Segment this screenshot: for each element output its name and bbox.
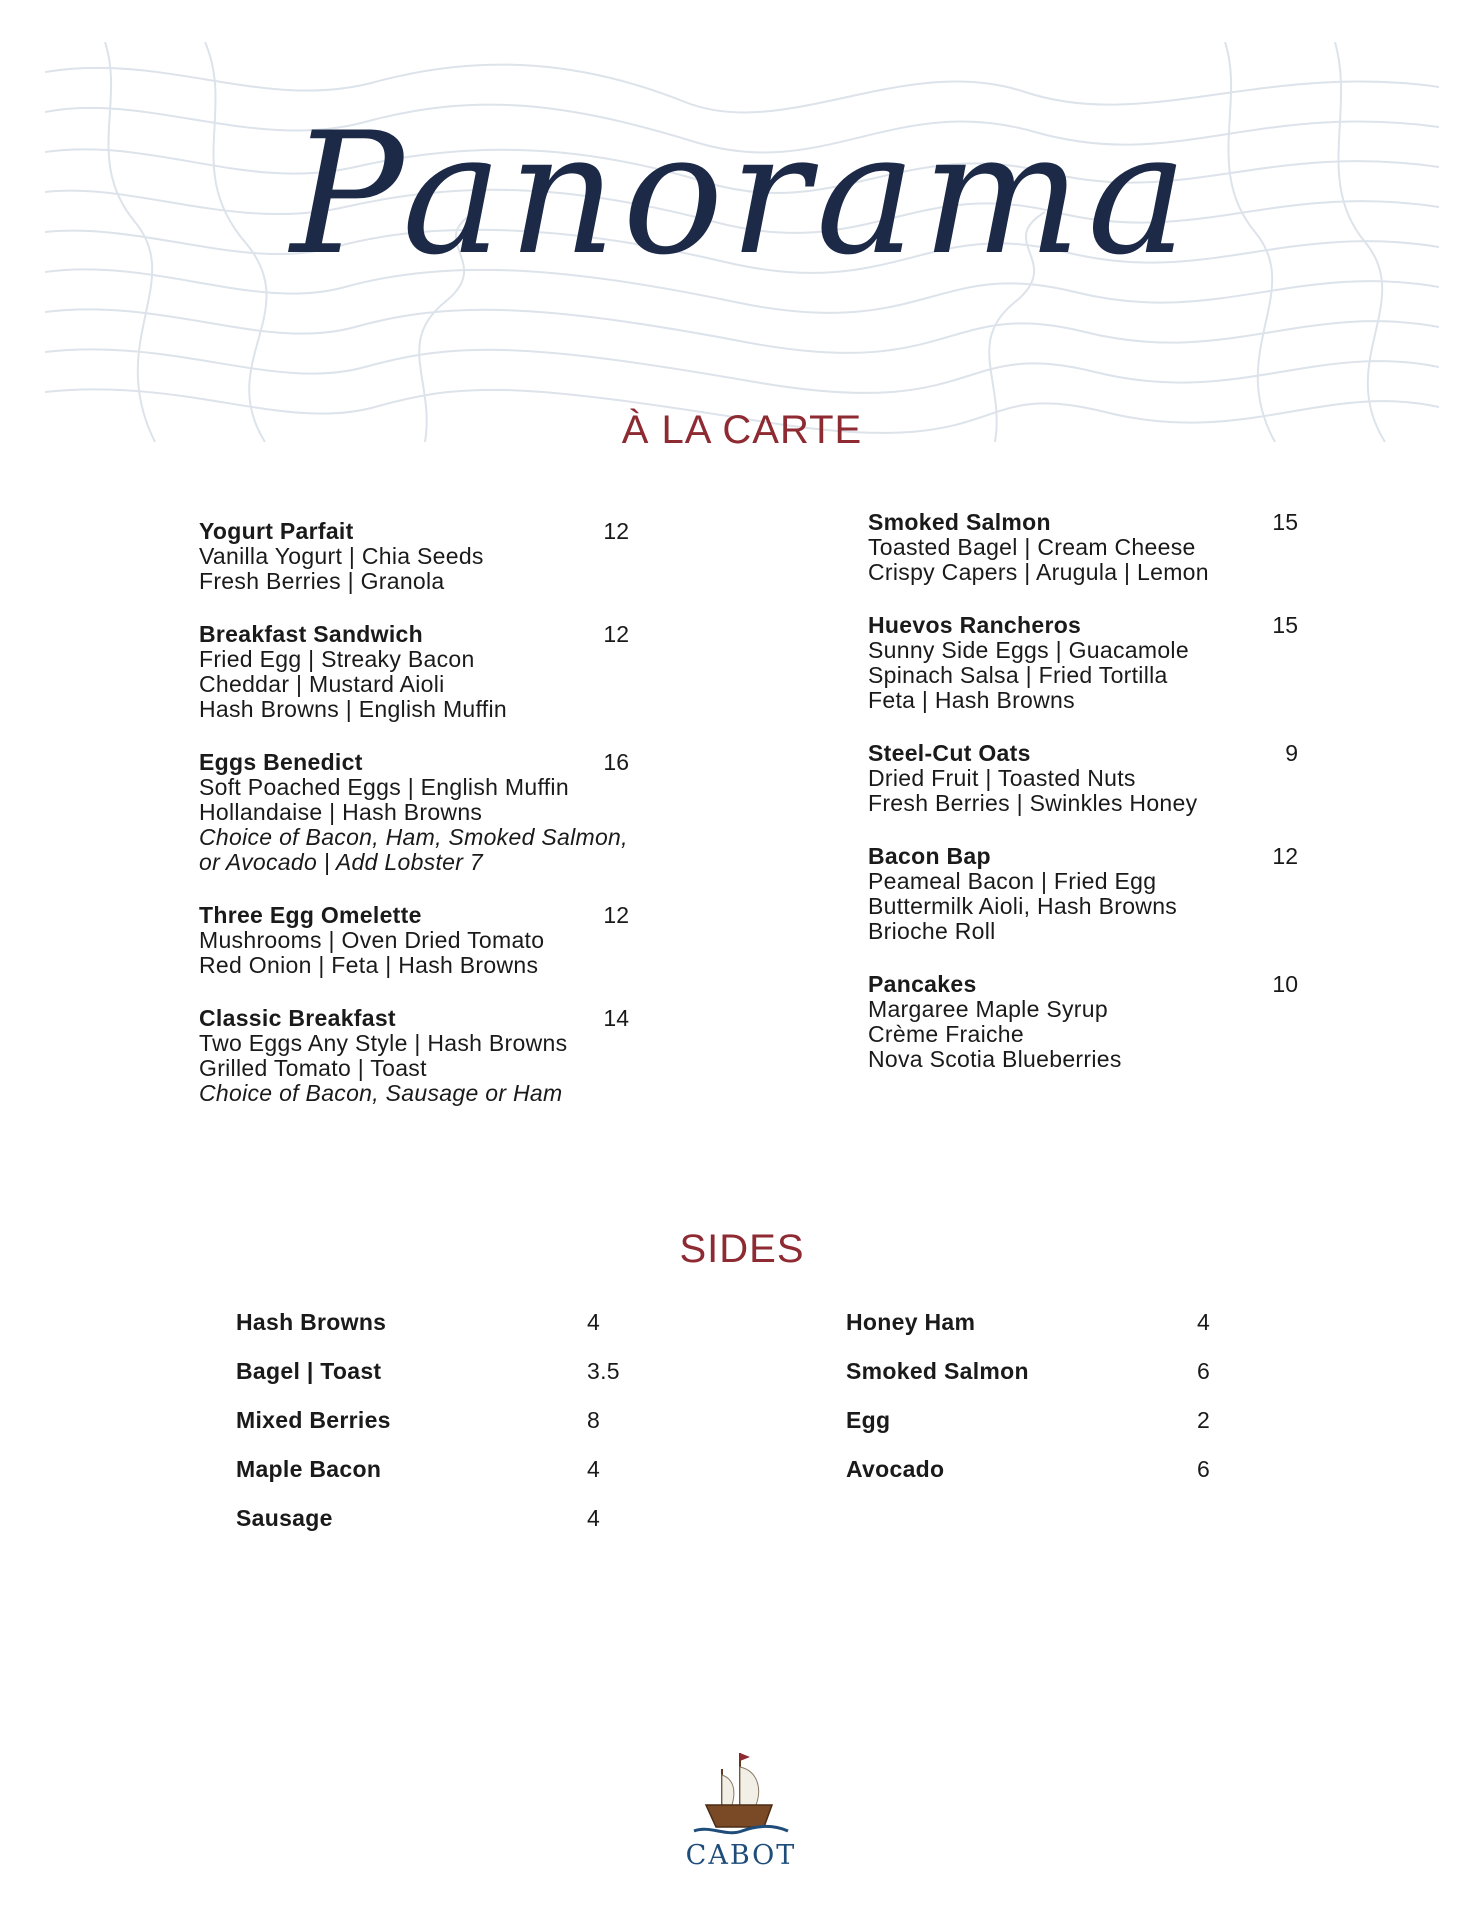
item-price: 15 (1272, 612, 1298, 638)
item-name: Huevos Rancheros (868, 612, 1082, 638)
menu-item (199, 903, 629, 978)
side-price: 3.5 (587, 1358, 620, 1384)
side-price: 4 (587, 1505, 601, 1531)
menu-item (868, 741, 1298, 816)
item-description: Red Onion | Feta | Hash Browns (199, 952, 539, 978)
section-title-a-la-carte: À LA CARTE (621, 408, 863, 452)
menu-item (868, 844, 1298, 944)
side-item (846, 1408, 1231, 1457)
sides-column-right (846, 1310, 1231, 1506)
side-name: Avocado (846, 1456, 945, 1482)
item-description: Toasted Bagel | Cream Cheese (868, 534, 1196, 560)
item-price: 12 (603, 902, 629, 928)
side-price: 2 (1197, 1407, 1211, 1433)
menu-column-left (199, 519, 629, 1134)
item-description: Soft Poached Eggs | English Muffin (199, 774, 569, 800)
item-name: Smoked Salmon (868, 509, 1051, 535)
item-description: Feta | Hash Browns (868, 687, 1075, 713)
side-price: 6 (1197, 1456, 1211, 1482)
side-name: Hash Browns (236, 1309, 387, 1335)
item-price: 14 (603, 1005, 629, 1031)
side-price: 6 (1197, 1358, 1211, 1384)
item-description: Sunny Side Eggs | Guacamole (868, 637, 1189, 663)
item-name: Yogurt Parfait (199, 518, 354, 544)
menu-column-right (868, 510, 1298, 1100)
item-name: Eggs Benedict (199, 749, 363, 775)
menu-item (199, 622, 629, 722)
section-title-sides: SIDES (679, 1227, 805, 1271)
side-name: Bagel | Toast (236, 1358, 382, 1384)
brand-title: Panorama (290, 96, 1194, 292)
side-item (236, 1359, 621, 1408)
side-item (236, 1408, 621, 1457)
item-note: Choice of Bacon, Sausage or Ham (199, 1080, 563, 1106)
item-name: Classic Breakfast (199, 1005, 396, 1031)
item-description: Dried Fruit | Toasted Nuts (868, 765, 1136, 791)
item-price: 12 (603, 518, 629, 544)
side-name: Egg (846, 1407, 891, 1433)
item-price: 12 (1272, 843, 1298, 869)
item-description: Mushrooms | Oven Dried Tomato (199, 927, 545, 953)
item-name: Bacon Bap (868, 843, 991, 869)
item-description: Margaree Maple Syrup (868, 996, 1108, 1022)
side-item (236, 1310, 621, 1359)
item-description: Nova Scotia Blueberries (868, 1046, 1122, 1072)
side-item (846, 1359, 1231, 1408)
menu-item (199, 750, 629, 875)
item-description: Hollandaise | Hash Browns (199, 799, 483, 825)
side-name: Smoked Salmon (846, 1358, 1029, 1384)
menu-item (868, 972, 1298, 1072)
item-price: 15 (1272, 509, 1298, 535)
ship-icon (676, 1745, 806, 1845)
item-description: Crème Fraiche (868, 1021, 1024, 1047)
item-description: Fresh Berries | Granola (199, 568, 445, 594)
item-name: Three Egg Omelette (199, 902, 422, 928)
menu-item (199, 1006, 629, 1106)
menu-item (199, 519, 629, 594)
cabot-logo (676, 1745, 806, 1875)
side-name: Honey Ham (846, 1309, 976, 1335)
item-description: Spinach Salsa | Fried Tortilla (868, 662, 1168, 688)
side-name: Maple Bacon (236, 1456, 382, 1482)
item-name: Breakfast Sandwich (199, 621, 423, 647)
logo-text: CABOT (685, 1840, 797, 1871)
item-description: Buttermilk Aioli, Hash Browns (868, 893, 1178, 919)
item-note: Choice of Bacon, Ham, Smoked Salmon, (199, 824, 628, 850)
side-item (846, 1457, 1231, 1506)
item-price: 12 (603, 621, 629, 647)
side-price: 4 (587, 1456, 601, 1482)
item-description: Brioche Roll (868, 918, 996, 944)
item-description: Cheddar | Mustard Aioli (199, 671, 445, 697)
item-name: Steel-Cut Oats (868, 740, 1031, 766)
item-description: Hash Browns | English Muffin (199, 696, 507, 722)
item-description: Grilled Tomato | Toast (199, 1055, 427, 1081)
item-description: Vanilla Yogurt | Chia Seeds (199, 543, 484, 569)
item-description: Fried Egg | Streaky Bacon (199, 646, 475, 672)
item-description: Fresh Berries | Swinkles Honey (868, 790, 1198, 816)
side-name: Sausage (236, 1505, 333, 1531)
item-description: Peameal Bacon | Fried Egg (868, 868, 1157, 894)
item-description: Two Eggs Any Style | Hash Browns (199, 1030, 568, 1056)
side-item (846, 1310, 1231, 1359)
menu-item (868, 613, 1298, 713)
side-price: 8 (587, 1407, 601, 1433)
side-item (236, 1506, 621, 1555)
side-price: 4 (1197, 1309, 1211, 1335)
item-price: 16 (603, 749, 629, 775)
sides-column-left (236, 1310, 621, 1555)
item-price: 9 (1285, 740, 1298, 766)
side-item (236, 1457, 621, 1506)
item-price: 10 (1272, 971, 1298, 997)
side-name: Mixed Berries (236, 1407, 391, 1433)
item-note: or Avocado | Add Lobster 7 (199, 849, 483, 875)
menu-item (868, 510, 1298, 585)
side-price: 4 (587, 1309, 601, 1335)
item-description: Crispy Capers | Arugula | Lemon (868, 559, 1209, 585)
item-name: Pancakes (868, 971, 977, 997)
